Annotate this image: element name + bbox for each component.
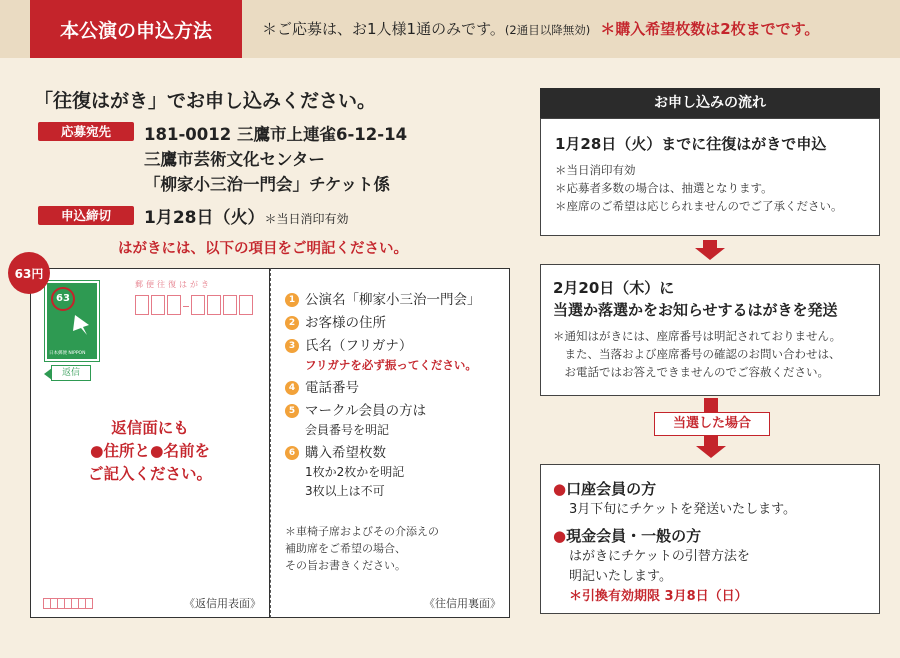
outgoing-card-caption: 《往信用裏面》 — [424, 597, 501, 610]
item-number: 2 — [285, 316, 299, 330]
member-account — [553, 479, 879, 520]
address-lines — [144, 122, 407, 197]
postal-code-boxes — [135, 295, 253, 315]
address-row — [38, 122, 407, 197]
item-text: お客様の住所 — [305, 315, 386, 331]
lead-heading: 「往復はがき」でお申し込みください。 — [34, 90, 377, 112]
header-note-small: (2通目以降無効) — [504, 23, 591, 37]
flow-step-2 — [540, 264, 880, 396]
deadline-value — [144, 203, 349, 228]
arrow-stem — [704, 398, 718, 412]
list-item — [285, 402, 481, 440]
step1-note-3: ＊座席のご希望は応じられませんのでご了承ください。 — [555, 199, 843, 213]
sender-postal-boxes — [43, 598, 92, 609]
item-number: 4 — [285, 381, 299, 395]
item-red-note: フリガナを必ず振ってください。 — [305, 358, 477, 372]
item-sub: 1枚か2枚かを明記 — [305, 465, 405, 479]
header-note — [262, 18, 819, 39]
reply-message-line-2: ●住所と●名前を — [89, 442, 211, 460]
stamp-text: 日本郵便 NIPPON — [49, 351, 86, 356]
reply-message-line-3: ご記入ください。 — [87, 465, 212, 483]
list-item — [285, 291, 481, 310]
item-text: 購入希望枚数 — [305, 445, 386, 461]
wheelchair-note — [285, 523, 439, 574]
deadline-date: 1月28日（火） — [144, 208, 265, 228]
outgoing-card-back — [270, 268, 510, 618]
reply-card-front — [30, 268, 270, 618]
bullet-icon: ● — [553, 527, 567, 545]
crane-icon — [71, 311, 93, 337]
member-b-body-2: 明記いたします。 — [569, 569, 672, 584]
list-item — [285, 379, 481, 398]
step1-note-2: ＊応募者多数の場合は、抽選となります。 — [555, 181, 773, 195]
step2-note-1: ＊通知はがきには、座席番号は明記されておりません。 — [553, 329, 842, 343]
flow-heading: お申し込みの流れ — [540, 88, 880, 118]
member-b-body-1: はがきにチケットの引替方法を — [569, 549, 750, 564]
reply-message-line-1: 返信面にも — [111, 419, 189, 437]
header-note-main: ＊ご応募は、お1人様1通のみです。 — [262, 20, 505, 38]
step1-title: 1月28日（火）までに往復はがきで申込 — [555, 135, 827, 153]
postage-stamp — [45, 281, 99, 361]
address-line-3: 「柳家小三治一門会」チケット係 — [144, 175, 391, 194]
list-item — [285, 444, 481, 501]
stamp-value: 63 — [51, 287, 75, 311]
item-sub-2: 3枚以上は不可 — [305, 484, 385, 498]
item-text: 公演名「柳家小三治一門会」 — [305, 292, 481, 308]
address-tag: 応募宛先 — [38, 122, 134, 141]
item-number: 1 — [285, 293, 299, 307]
reply-card-caption: 《返信用表面》 — [184, 597, 261, 610]
step2-note-2: また、当落および座席番号の確認のお問い合わせは、 — [553, 347, 841, 361]
wheelchair-note-line-1: ＊車椅子席およびその介添えの — [285, 525, 439, 538]
deadline-row — [38, 203, 349, 228]
address-line-1: 181-0012 三鷹市上連雀6-12-14 — [144, 125, 408, 144]
win-condition-tag: 当選した場合 — [654, 412, 770, 436]
member-a-title: 口座会員の方 — [566, 480, 657, 498]
item-number: 6 — [285, 446, 299, 460]
deadline-note: ＊当日消印有効 — [264, 212, 349, 226]
list-item — [285, 337, 481, 375]
member-a-body: 3月下旬にチケットを発送いたします。 — [569, 502, 797, 517]
bullet-icon: ● — [553, 480, 567, 498]
arrow-down-icon — [690, 240, 730, 260]
arrow-stem — [704, 436, 718, 446]
exchange-deadline: ＊引換有効期限 3月8日（日） — [569, 589, 748, 604]
step1-note-1: ＊当日消印有効 — [555, 163, 636, 177]
item-text: 氏名（フリガナ） — [305, 338, 413, 354]
item-text: マークル会員の方は — [305, 403, 427, 419]
address-line-2: 三鷹市芸術文化センター — [144, 150, 325, 169]
reply-message — [31, 417, 269, 486]
step2-note-3: お電話ではお答えできませんのでご容赦ください。 — [553, 365, 829, 379]
item-text: 電話番号 — [305, 380, 359, 396]
wheelchair-note-line-2: 補助席をご希望の場合、 — [285, 542, 406, 555]
postcard-instruction: はがきには、以下の項目をご明記ください。 — [118, 241, 408, 257]
step2-title-2: 当選か落選かをお知らせするはがきを発送 — [553, 301, 838, 319]
step2-title-1: 2月20日（木）に — [553, 279, 675, 297]
step1-notes — [555, 161, 879, 215]
member-b-title: 現金会員・一般の方 — [566, 527, 702, 545]
postal-label: 郵便往復はがき — [135, 280, 212, 289]
member-cash — [553, 526, 879, 607]
wheelchair-note-line-3: その旨お書きください。 — [285, 559, 406, 572]
deadline-tag: 申込締切 — [38, 206, 134, 225]
section-title: 本公演の申込方法 — [30, 0, 242, 58]
flow-step-1 — [540, 118, 880, 236]
required-items-list — [285, 291, 481, 505]
step2-notes — [553, 327, 879, 381]
price-badge: 63円 — [8, 252, 50, 294]
reply-tab: 返信 — [51, 365, 91, 381]
item-number: 5 — [285, 404, 299, 418]
list-item — [285, 314, 481, 333]
flow-step-3 — [540, 464, 880, 614]
arrow-down-icon — [696, 446, 726, 458]
item-sub: 会員番号を明記 — [305, 423, 390, 437]
header-note-red: ＊購入希望枚数は2枚までです。 — [600, 20, 820, 38]
item-number: 3 — [285, 339, 299, 353]
